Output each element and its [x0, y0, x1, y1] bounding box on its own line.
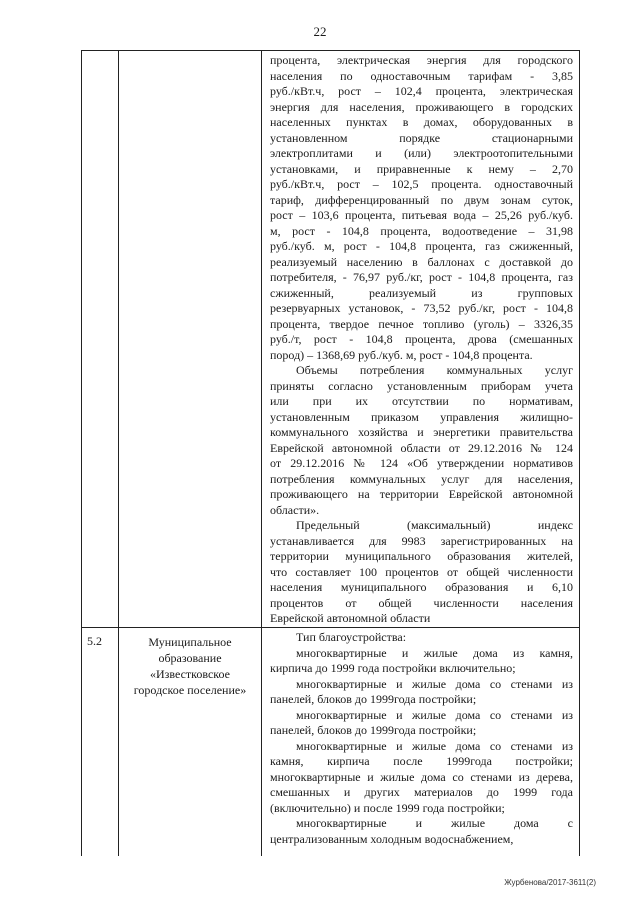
text-line: Предельный (максимальный) индекс	[296, 518, 573, 532]
text-line: потребителя, - 76,97 руб./кг, рост - 104,8 процента, газ	[270, 270, 573, 284]
consumption-paragraph	[270, 363, 573, 518]
text-line: резервуарных установок, - 73,52 руб./кг, рост - 104,8	[270, 301, 573, 315]
description-cell	[262, 51, 580, 628]
text-line: электроплитами и (или) электроотопительными	[270, 146, 573, 160]
text-line: руб./куб. м, рост - 104,8 процента, газ сжиженный,	[270, 239, 573, 253]
municipality-name-line: Муниципальное	[148, 635, 232, 649]
text-line: сжиженный, реализуемый из групповых	[270, 285, 573, 300]
text-line: смешанных и других материалов до 1999 года	[270, 785, 573, 799]
improvement-type-list	[270, 630, 573, 847]
document-table	[81, 50, 580, 856]
improvement-type-cell	[262, 628, 580, 857]
text-line: потребления коммунальных услуг для населения,	[270, 471, 573, 486]
municipality-name	[119, 628, 262, 857]
text-line: панелей, блоков до 1999года постройки;	[270, 692, 477, 706]
text-line: многоквартирные и жилые дома со стенами из	[296, 676, 573, 691]
text-line: установленном порядке стационарными	[270, 130, 573, 145]
municipality-name-line: городское поселение»	[133, 683, 247, 697]
text-line: процента, электрическая энергия для городского	[270, 53, 573, 67]
text-line: камня, кирпича после 1999года постройки;	[270, 754, 573, 768]
row-number: 5.2	[82, 628, 119, 857]
table-row	[82, 628, 580, 857]
page-number: 22	[313, 24, 327, 39]
text-line: установленным приказом управления жилищно-	[270, 409, 573, 424]
text-line: м, рост - 104,8 процента, водоотведение – 31,98	[270, 223, 573, 238]
text-line: многоквартирные и жилые дома со стенами из	[296, 707, 573, 722]
municipality-name-line: «Известковское	[149, 667, 231, 681]
text-line: коммунального хозяйства и энергетики правительства	[270, 425, 573, 439]
row-number-cell	[82, 51, 119, 628]
text-line: процентов от общей численности населения	[270, 595, 573, 610]
text-line: территории муниципального образования жителей,	[270, 549, 573, 563]
text-line: многоквартирные и жилые дома со стенами из дерева,	[270, 769, 573, 784]
text-line: многоквартирные и жилые дома из камня,	[296, 645, 573, 660]
table-row	[82, 51, 580, 628]
text-line: Еврейской автономной области	[270, 611, 431, 625]
tariff-paragraph	[270, 53, 573, 363]
text-line: (включительно) и после 1999 года постройки;	[270, 800, 505, 815]
text-line: или при их отсутствии по нормативам,	[270, 394, 573, 408]
text-line: тариф, дифференцированный по двум зонам суток,	[270, 192, 573, 207]
text-line: многоквартирные и жилые дома со стенами из	[296, 738, 573, 753]
text-line: населения по одноставочным тарифам - 3,85	[270, 68, 573, 83]
text-line: энергия для населения, проживающего в городских	[270, 99, 573, 114]
text-line: приняты согласно установленным приборам учета	[270, 378, 573, 393]
text-line: населенных пунктах в домах, оборудованных в	[270, 115, 573, 129]
text-line: реализуемый населению в баллонах с доставкой до	[270, 254, 573, 269]
text-line: пород) – 1368,69 руб./куб. м, рост - 104,8 процента.	[270, 347, 533, 362]
document-footer-code: Журбенова/2017-3611(2)	[504, 878, 596, 887]
text-line: руб./кВт.ч, рост – 102,4 процента, электрическая	[270, 84, 573, 98]
text-line: процента, твердое печное топливо (уголь) – 3326,35	[270, 316, 573, 331]
text-line: области».	[270, 502, 320, 517]
text-line: установками, и приравненные к нему – 2,70	[270, 161, 573, 176]
text-line: от 29.12.2016 № 124 «Об утверждении нормативов	[270, 456, 573, 470]
text-line: устанавливается для 9983 зарегистрированных на	[270, 533, 573, 548]
text-line: многоквартирные и жилые дома с	[296, 816, 573, 830]
text-line: Тип благоустройства:	[296, 630, 407, 644]
text-line: руб./кВт.ч, рост – 102,5 процента. одноставочный	[270, 177, 573, 191]
text-line: что составляет 100 процентов от общей численности	[270, 564, 573, 579]
municipality-name-line: образование	[158, 651, 222, 665]
text-line: кирпича до 1999 года постройки включительно;	[270, 661, 516, 675]
text-line: проживающего на территории Еврейской автономной	[270, 487, 573, 501]
text-line: Еврейской автономной области от 29.12.2016 № 124	[270, 440, 573, 455]
org-cell	[119, 51, 262, 628]
text-line: руб./т, рост - 104,8 процента, дрова (смешанных	[270, 332, 573, 346]
text-line: панелей, блоков до 1999года постройки;	[270, 723, 477, 737]
text-line: рост – 103,6 процента, питьевая вода – 25,26 руб./куб.	[270, 208, 573, 222]
text-line: Объемы потребления коммунальных услуг	[296, 363, 573, 377]
text-line: населения муниципального образования и 6,10	[270, 580, 573, 594]
index-paragraph	[270, 518, 573, 627]
text-line: централизованным холодным водоснабжением,	[270, 831, 514, 846]
